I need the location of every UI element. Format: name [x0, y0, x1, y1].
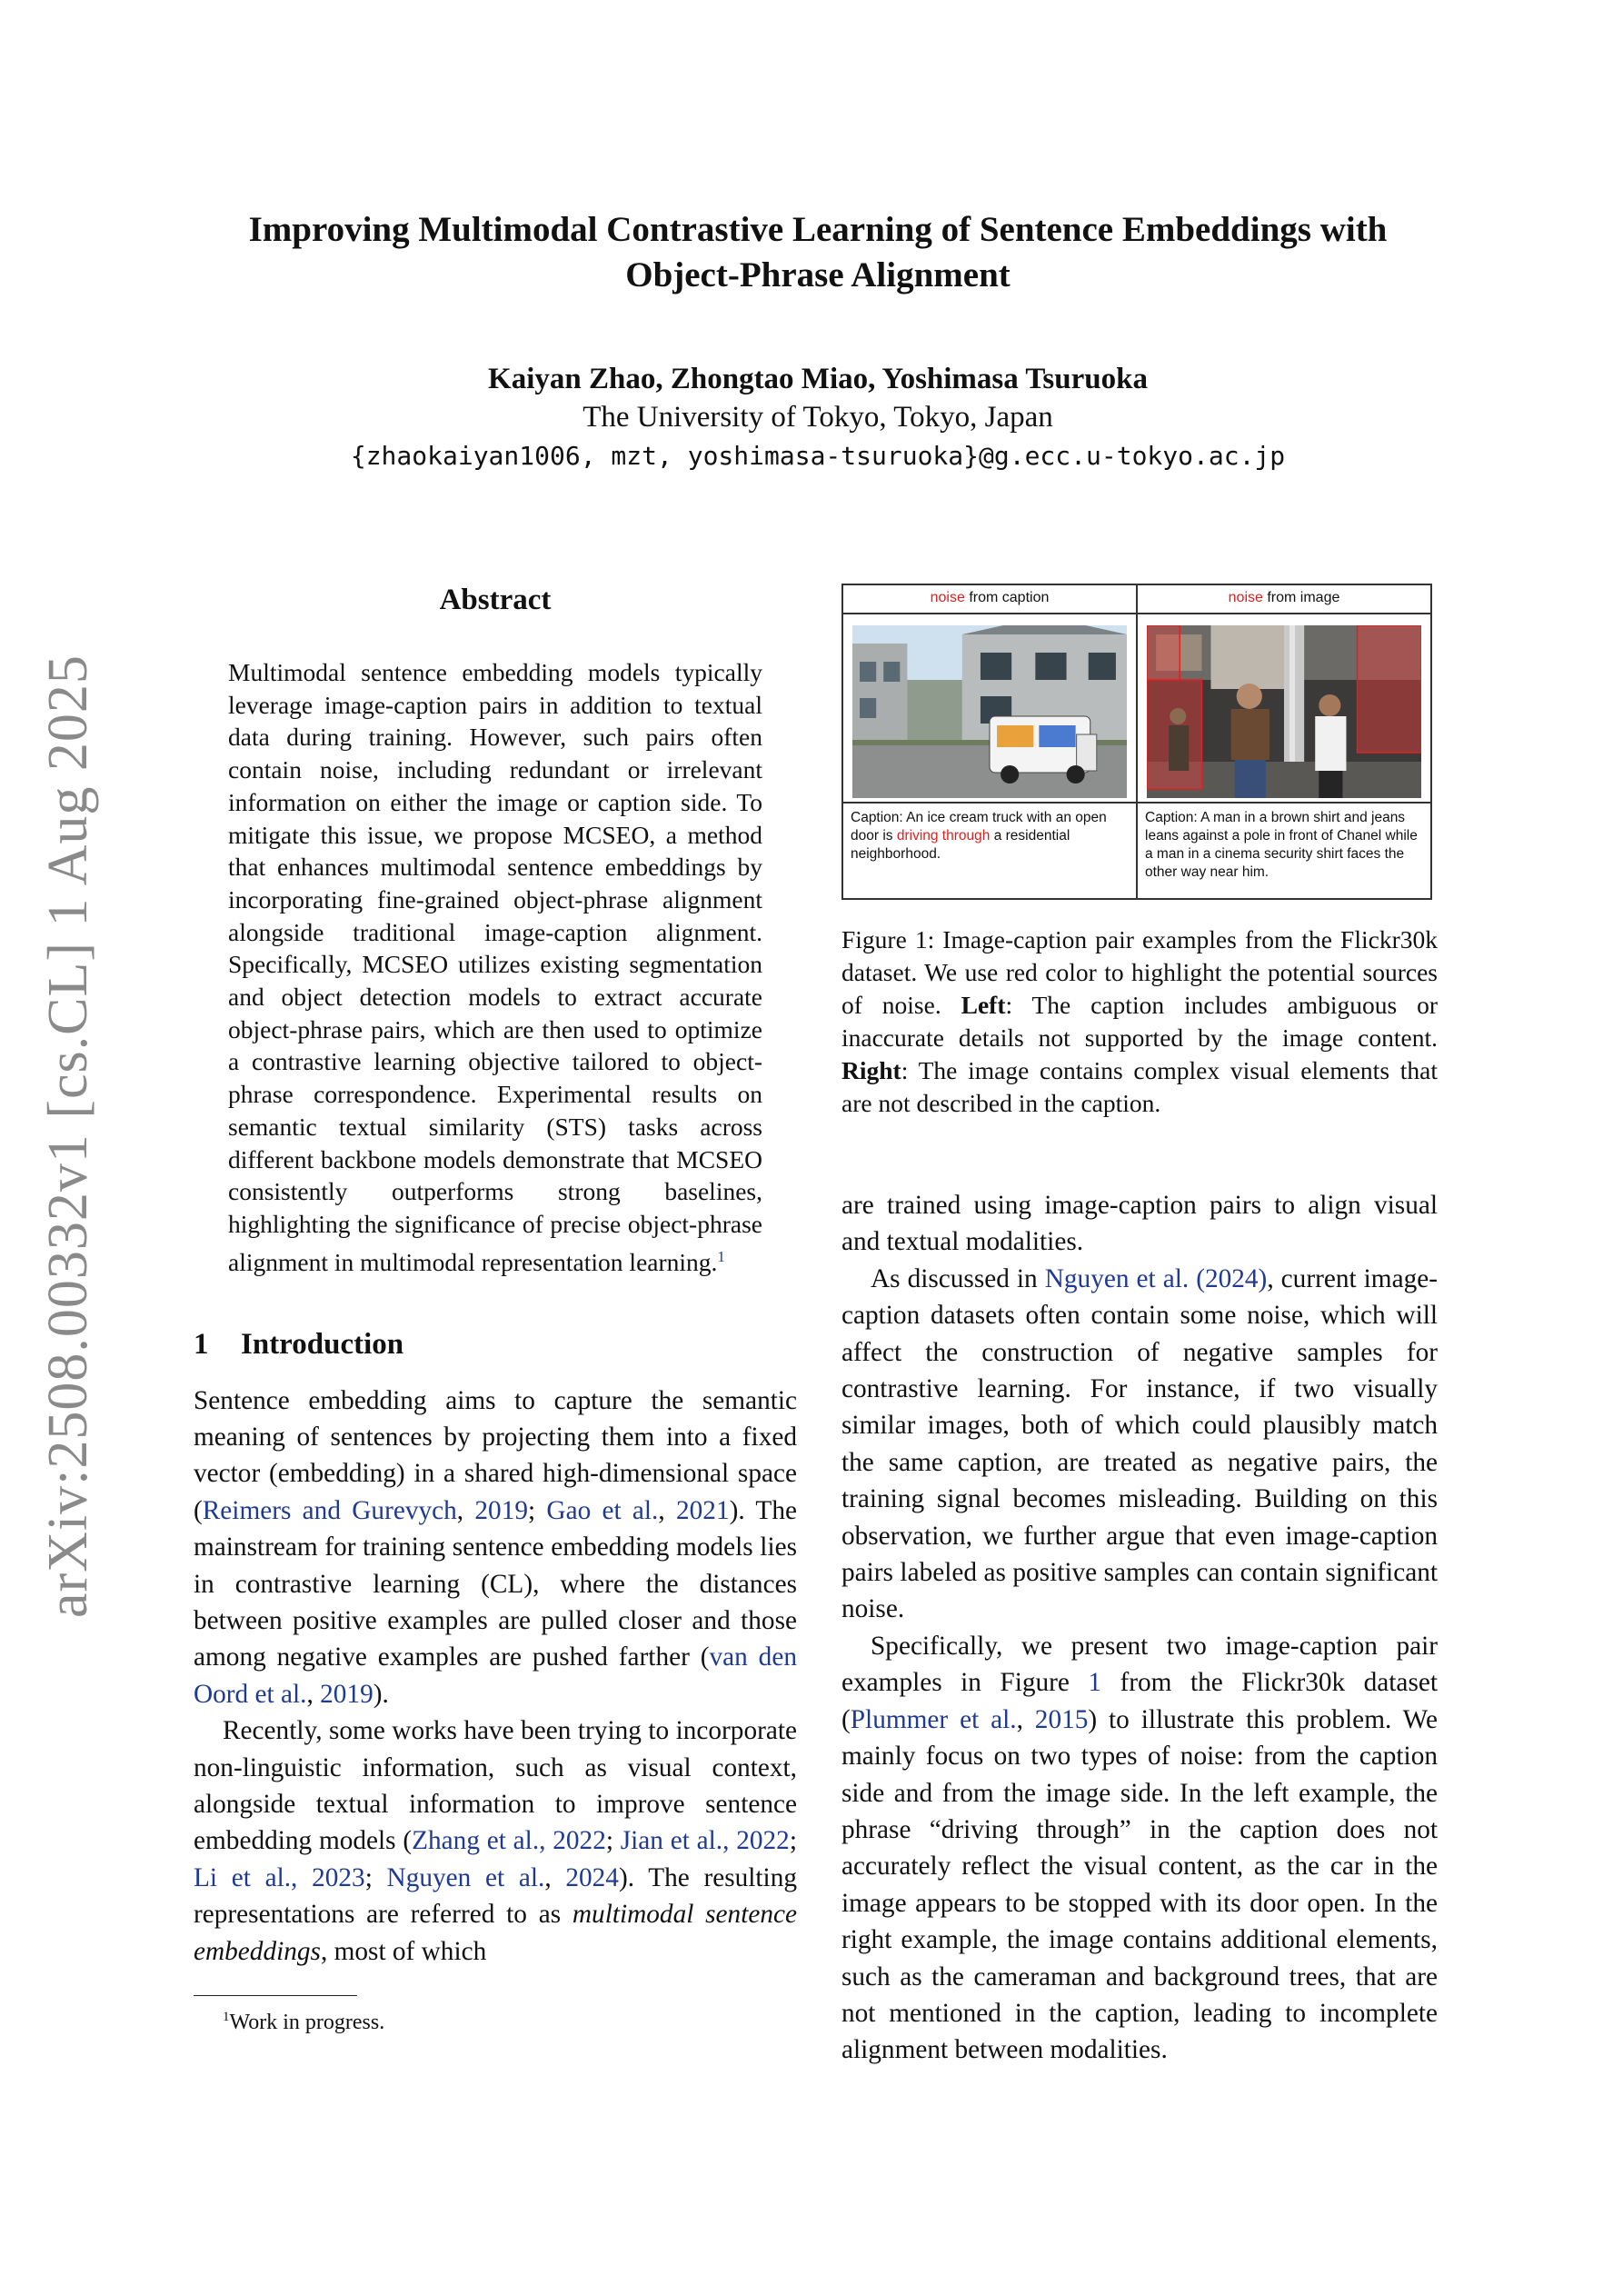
- text-span: As discussed in: [871, 1263, 1045, 1293]
- author-affiliation: The University of Tokyo, Tokyo, Japan: [582, 401, 1053, 434]
- footnote-rule: [194, 1995, 357, 1996]
- text-span: ). The mainstream for training sentence embedding models lies in contrastive learning (CL), where the distances between positive examples are pulled closer and those among negative examples are pushed farther (: [194, 1495, 797, 1672]
- citation-nguyen-2-year[interactable]: (2024): [1196, 1263, 1268, 1293]
- header-text: from image: [1262, 590, 1340, 605]
- noise-phrase: driving through: [896, 828, 991, 844]
- caption-label: Figure 1:: [841, 925, 935, 953]
- text-span: ;: [364, 1862, 387, 1892]
- author-block: [164, 360, 1472, 476]
- text-span: ,: [456, 1495, 475, 1525]
- text-span: ;: [789, 1826, 797, 1856]
- text-span: ). The resulting representations are referred to as: [194, 1862, 797, 1930]
- caption-divider: [843, 802, 1136, 804]
- left-column: [194, 582, 797, 2038]
- citation-gao[interactable]: Gao et al.: [546, 1495, 659, 1525]
- caption-text: : The image contains complex visual elements that are not described in the caption.: [841, 1056, 1438, 1117]
- title-line-2: Object-Phrase Alignment: [625, 255, 1011, 294]
- figure-caption-right: Caption: A man in a brown shirt and jeans leans against a pole in front of Chanel while a man in a cinema security shirt faces the other way near him.: [1145, 810, 1418, 880]
- intro-paragraph-2: [194, 1712, 797, 1970]
- arxiv-stamp: arXiv:2508.00332v1 [cs.CL] 1 Aug 2025: [37, 654, 99, 1618]
- text-span: , most of which: [320, 1936, 487, 1966]
- emphasis-text: multimodal sentence embeddings: [194, 1900, 797, 1966]
- figure-caption-left: [851, 809, 1132, 863]
- chanel-street-photo: [1147, 625, 1421, 798]
- citation-plummer[interactable]: Plummer et al.: [850, 1704, 1017, 1734]
- text-span: , current image-caption datasets often contain some noise, which will affect the construction of negative samples for contrastive learning. For instance, if two visually similar images, both of which could plausibly match the same caption, are treated as negative pairs, the training signal becomes misleading. Building on this observation, we further argue that even image-caption pairs labeled as positive samples can contain significant noise.: [841, 1263, 1438, 1624]
- text-span: from the Flickr30k dataset (: [841, 1668, 1438, 1734]
- citation-nguyen[interactable]: Nguyen et al.: [386, 1862, 545, 1892]
- figure-1-caption: [841, 923, 1438, 1120]
- text-span: ,: [1016, 1704, 1035, 1734]
- section-number: 1: [194, 1327, 209, 1361]
- citation-jian[interactable]: Jian et al., 2022: [620, 1826, 790, 1856]
- figure-header-left: [843, 585, 1138, 613]
- abstract-text: Multimodal sentence embedding models typically leverage image-caption pairs in addition to textual data during training. However, such pairs often contain noise, including redundant or irrelevant information on either the image or caption side. To mitigate this issue, we propose MCSEO, a method that enhances multimodal sentence embeddings by incorporating fine-grained object-phrase alignment alongside traditional image-caption alignment. Specifically, MCSEO utilizes existing segmentation and object detection models to extract accurate object-phrase pairs, which are then used to optimize a contrastive learning objective tailored to object-phrase correspondence. Experimental results on semantic textual similarity (STS) tasks across different backbone models demonstrate that MCSEO consistently outperforms strong baselines, highlighting the significance of precise object-phrase alignment in multimodal representation learning.: [228, 658, 762, 1276]
- caption-bold-left: Left: [961, 991, 1006, 1019]
- figure-body: [843, 614, 1430, 900]
- section-title: Introduction: [241, 1327, 404, 1361]
- citation-plummer-year[interactable]: 2015: [1034, 1704, 1089, 1734]
- citation-nguyen-2[interactable]: Nguyen et al.: [1044, 1263, 1190, 1293]
- noise-label: noise: [930, 590, 965, 605]
- citation-reimers[interactable]: Reimers and Gurevych: [202, 1495, 457, 1525]
- figure-1: [841, 584, 1432, 900]
- footnote-number: 1: [223, 2010, 230, 2025]
- text-span: ;: [605, 1826, 621, 1856]
- abstract-heading: Abstract: [439, 584, 552, 616]
- figure-reference[interactable]: 1: [1088, 1668, 1102, 1698]
- citation-gao-year[interactable]: 2021: [676, 1495, 730, 1525]
- right-paragraph-1: are trained using image-caption pairs to align visual and textual modalities.: [841, 1191, 1438, 1257]
- text-span: ;: [527, 1495, 547, 1525]
- citation-li[interactable]: Li et al., 2023: [194, 1862, 365, 1892]
- caption-text: : The caption includes ambiguous or inaccurate details not supported by the image content.: [841, 991, 1438, 1052]
- caption-divider: [1138, 802, 1430, 804]
- figure-panel-left: [843, 614, 1138, 900]
- right-column-text: [841, 1187, 1438, 2069]
- caption-text: Caption: An ice cream truck with an open door is: [851, 810, 1107, 844]
- caption-text: a residential neighborhood.: [851, 828, 1070, 862]
- intro-paragraph-1: [194, 1383, 797, 1713]
- text-span: Sentence embedding aims to capture the semantic meaning of sentences by projecting them into a fixed vector (embedding) in a shared high-dimensional space (: [194, 1385, 797, 1525]
- ice-cream-truck-photo: [852, 625, 1127, 798]
- right-paragraph-3: [841, 1628, 1438, 2069]
- text-span: ) to illustrate this problem. We mainly focus on two types of noise: from the caption side and from the image side. In the left example, the phrase “driving through” in the caption does not accurately reflect the visual content, as the car in the image appears to be stopped with its door open. In the right example, the image contains additional elements, such as the cameraman and background trees, that are not mentioned in the caption, leading to incomplete alignment between modalities.: [841, 1704, 1438, 2065]
- header-text: from caption: [964, 590, 1050, 605]
- citation-reimers-year[interactable]: 2019: [474, 1495, 528, 1525]
- citation-zhang[interactable]: Zhang et al., 2022: [412, 1826, 606, 1856]
- abstract-footnote-mark[interactable]: 1: [717, 1247, 725, 1265]
- paper-title: [164, 207, 1472, 298]
- text-span: ).: [373, 1679, 389, 1709]
- author-names: Kaiyan Zhao, Zhongtao Miao, Yoshimasa Tsuruoka: [488, 363, 1148, 395]
- citation-oord[interactable]: van den Oord et al.: [194, 1642, 797, 1709]
- text-span: ,: [544, 1862, 566, 1892]
- title-line-1: Improving Multimodal Contrastive Learning of Sentence Embeddings with: [248, 210, 1388, 249]
- figure-panel-right: [1138, 614, 1430, 900]
- noise-label: noise: [1228, 590, 1263, 605]
- section-heading-introduction: [194, 1326, 797, 1363]
- author-email[interactable]: {zhaokaiyan1006, mzt, yoshimasa-tsuruoka}@g.ecc.u-tokyo.ac.jp: [350, 441, 1286, 471]
- text-span: ,: [306, 1679, 321, 1709]
- footnote-text: Work in progress.: [229, 2011, 385, 2035]
- text-span: ,: [658, 1495, 676, 1525]
- caption-text: Image-caption pair examples from the Flickr30k dataset. We use red color to highlight the potential sources of noise.: [841, 925, 1438, 1019]
- figure-header-right: [1138, 585, 1430, 613]
- citation-oord-year[interactable]: 2019: [320, 1679, 373, 1709]
- text-span: Recently, some works have been trying to incorporate non-linguistic information, such as visual context, alongside textual information to improve sentence embedding models (: [194, 1716, 797, 1856]
- caption-bold-right: Right: [841, 1056, 901, 1084]
- text-span: Specifically, we present two image-caption pair examples in Figure: [841, 1631, 1438, 1698]
- right-paragraph-2: [841, 1261, 1438, 1628]
- figure-header: [843, 585, 1430, 614]
- citation-nguyen-year[interactable]: 2024: [565, 1862, 619, 1892]
- text-span: [1189, 1264, 1196, 1293]
- footnote: [194, 2002, 797, 2038]
- abstract-body: [228, 656, 762, 1279]
